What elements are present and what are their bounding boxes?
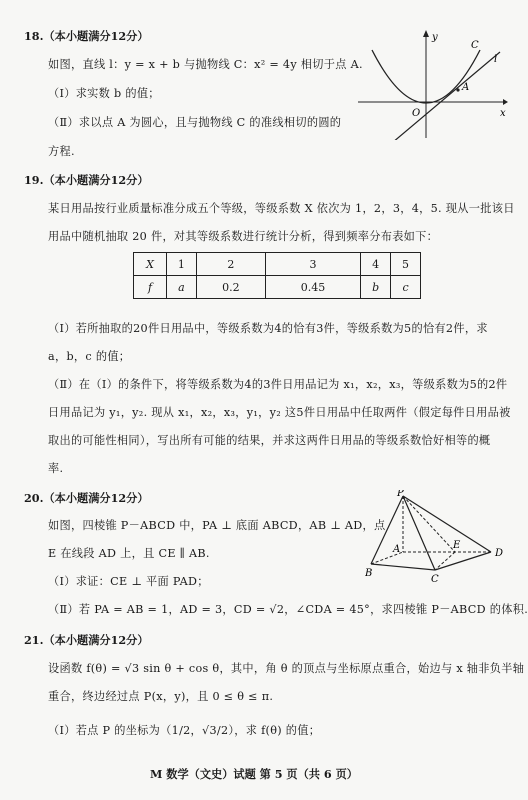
q20-statement-line2: E 在线段 AD 上，且 CE ∥ AB. [48, 547, 210, 560]
q18-fig-c-label: C [471, 40, 479, 51]
q19-part2-line3: 取出的可能性相同），写出所有可能的结果，并求这两件日用品的等级系数恰好相等的概 [48, 434, 491, 447]
table-cell: X [134, 253, 167, 276]
q18-fig-l-label: l [494, 54, 498, 65]
table-cell: 0.45 [265, 276, 360, 299]
q19-header: 19.（本小题满分12分） [24, 173, 149, 187]
q18-part1: （Ⅰ）求实数 b 的值； [48, 87, 160, 100]
table-cell: 0.2 [196, 276, 265, 299]
q20-header: 20.（本小题满分12分） [24, 491, 149, 505]
q18-fig-x-label: x [500, 108, 506, 119]
q20-statement-line1: 如图，四棱锥 P－ABCD 中，PA ⊥ 底面 ABCD，AB ⊥ AD，点 [48, 519, 386, 532]
q19-part2-line4: 率. [48, 462, 64, 475]
table-cell: f [134, 276, 167, 299]
q18-fig-origin-label: O [412, 108, 421, 119]
table-cell: 2 [196, 253, 265, 276]
q20-fig-b-label: B [365, 568, 373, 579]
q19-part2-line1: （Ⅱ）在（Ⅰ）的条件下，将等级系数为4的3件日用品记为 x₁，x₂，x₃，等级系数为5的2件 [48, 378, 508, 391]
table-row [134, 253, 421, 276]
q21-statement-line2: 重合，终边经过点 P(x，y)，且 0 ≤ θ ≤ π. [48, 690, 274, 703]
table-cell: 4 [361, 253, 391, 276]
table-row [134, 276, 421, 299]
q18-fig-a-label: A [462, 82, 470, 93]
q19-part1-line1: （Ⅰ）若所抽取的20件日用品中，等级系数为4的恰有3件，等级系数为5的恰有2件，求 [48, 322, 488, 335]
q21-part1: （Ⅰ）若点 P 的坐标为（1/2，√3/2），求 f(θ) 的值； [48, 724, 321, 737]
q19-part2-line2: 日用品记为 y₁，y₂. 现从 x₁，x₂，x₃，y₁，y₂ 这5件日用品中任取两件（假定每件日用品被 [48, 406, 511, 419]
q18-statement: 如图，直线 l：y = x + b 与抛物线 C：x² = 4y 相切于点 A. [48, 58, 363, 71]
q20-fig-p-label: P [397, 490, 404, 499]
table-cell: 5 [391, 253, 421, 276]
frequency-table [133, 252, 421, 299]
q19-statement-line2: 用品中随机抽取 20 件，对其等级系数进行统计分析，得到频率分布表如下： [48, 230, 439, 243]
q18-part2-line2: 方程. [48, 145, 75, 158]
q18-parabola-figure [358, 30, 508, 140]
page-footer: M 数学（文史）试题 第 5 页（共 6 页） [150, 767, 358, 781]
q20-fig-c-label: C [431, 574, 439, 585]
q21-statement-line1: 设函数 f(θ) = √3 sin θ + cos θ，其中，角 θ 的顶点与坐标原点重合，始边与 x 轴非负半轴 [48, 662, 525, 675]
table-cell: b [361, 276, 391, 299]
table-cell: 3 [265, 253, 360, 276]
q19-part1-line2: a，b，c 的值； [48, 350, 131, 363]
table-cell: a [167, 276, 197, 299]
q20-fig-e-label: E [453, 540, 461, 551]
q18-fig-y-label: y [432, 32, 438, 43]
q20-fig-d-label: D [495, 548, 504, 559]
q20-part1: （Ⅰ）求证：CE ⊥ 平面 PAD； [48, 575, 209, 588]
table-cell: 1 [167, 253, 197, 276]
q18-part2-line1: （Ⅱ）求以点 A 为圆心，且与抛物线 C 的准线相切的圆的 [48, 116, 342, 129]
q21-header: 21.（本小题满分12分） [24, 633, 149, 647]
q20-part2: （Ⅱ）若 PA = AB = 1，AD = 3，CD = √2，∠CDA = 45°，求四棱锥 P－ABCD 的体积. [48, 603, 528, 616]
q19-statement-line1: 某日用品按行业质量标准分成五个等级，等级系数 X 依次为 1，2，3，4，5. 现从一批该日 [48, 202, 515, 215]
q20-fig-a-label: A [393, 544, 401, 555]
q20-pyramid-figure [365, 490, 515, 585]
table-cell: c [391, 276, 421, 299]
q18-header: 18.（本小题满分12分） [24, 29, 149, 43]
